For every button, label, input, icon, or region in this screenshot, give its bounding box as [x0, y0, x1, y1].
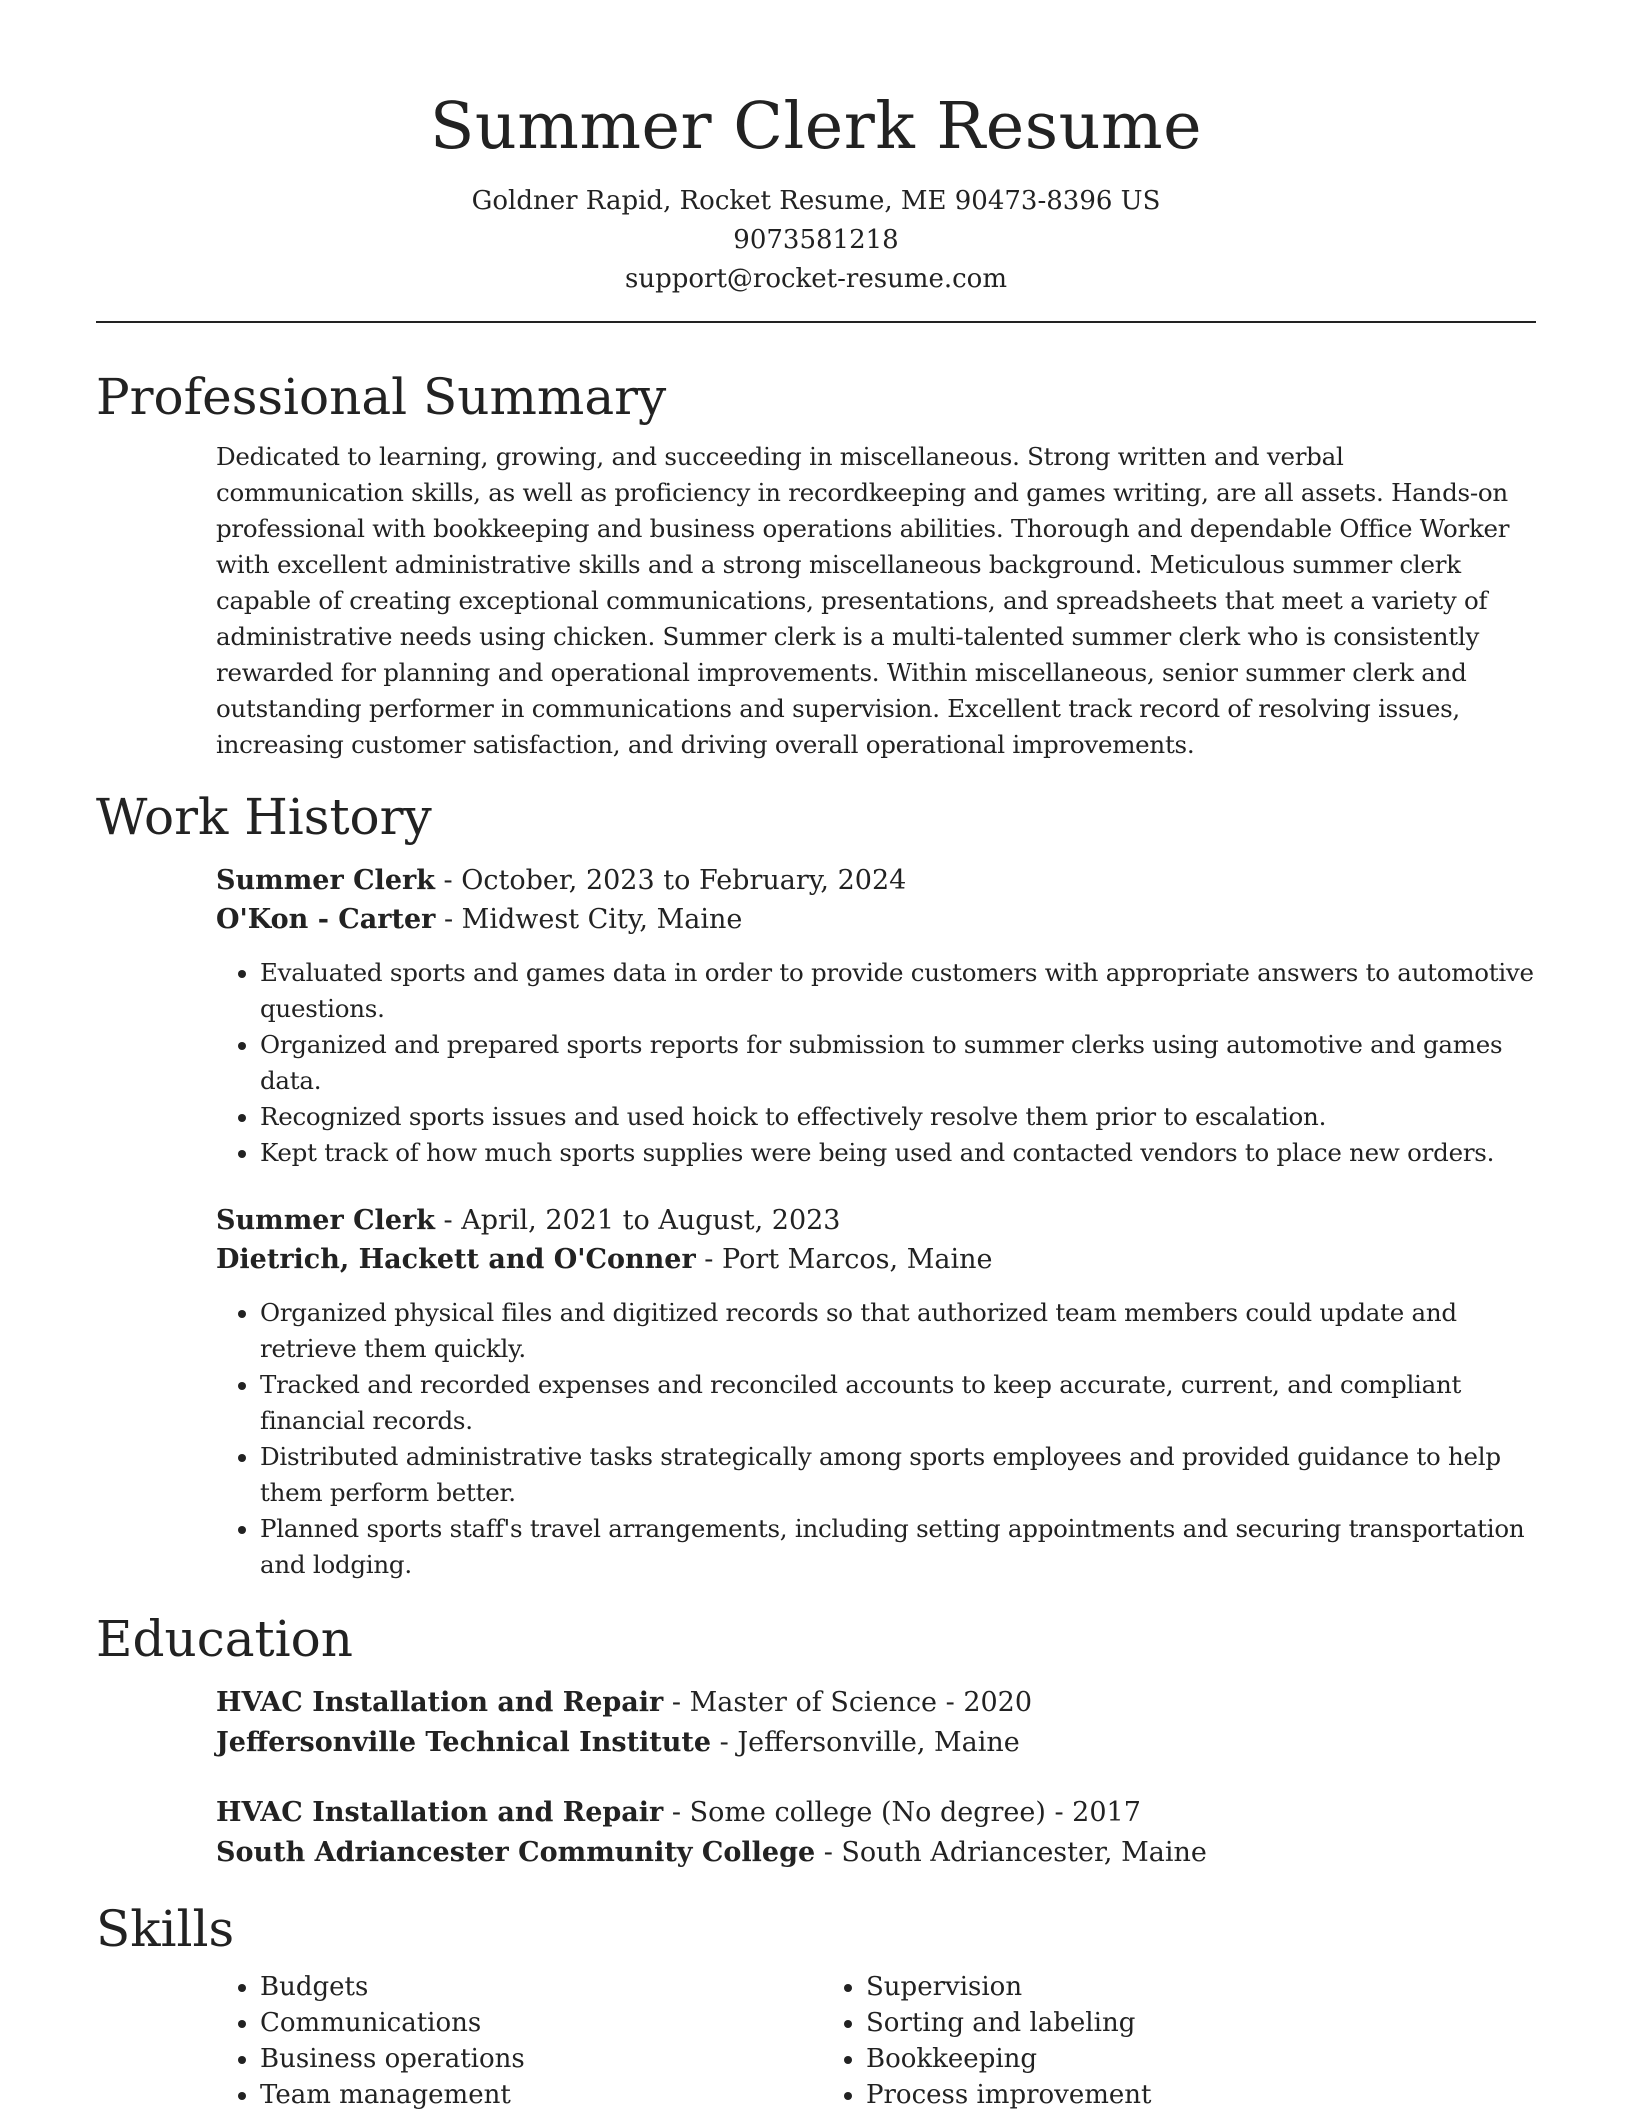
- education-heading: Education: [96, 1610, 353, 1668]
- job-bullet: • Recognized sports issues and used hoick to effectively resolve them prior to escalation.: [260, 1099, 1536, 1135]
- job-bullet: • Tracked and recorded expenses and reconciled accounts to keep accurate, current, and compliant financial records.: [260, 1367, 1536, 1439]
- job-position: Summer Clerk: [216, 1205, 435, 1236]
- contact-address: Goldner Rapid, Rocket Resume, ME 90473-8396 US: [471, 186, 1161, 216]
- skill-item: • Budgets: [260, 1969, 822, 2005]
- education-details: - Master of Science - 2020: [663, 1687, 1033, 1718]
- summary-section: [96, 365, 1536, 763]
- job-bullet: • Planned sports staff's travel arrangements, including setting appointments and securing transportation and lodging.: [260, 1511, 1536, 1583]
- job-dates: - April, 2021 to August, 2023: [434, 1205, 841, 1236]
- education-school: Jeffersonville Technical Institute: [216, 1727, 712, 1758]
- resume-header: [96, 0, 1536, 299]
- education-field: HVAC Installation and Repair: [216, 1687, 664, 1718]
- job-entry: [96, 1201, 1536, 1583]
- work-history-section: [96, 785, 1536, 1583]
- contact-phone: 9073581218: [733, 225, 899, 255]
- work-history-heading: Work History: [96, 788, 432, 846]
- skill-item: • Bookkeeping: [866, 2041, 1428, 2077]
- education-field: HVAC Installation and Repair: [216, 1797, 664, 1828]
- job-entry: [96, 861, 1536, 1171]
- education-school-line: [216, 1723, 1536, 1763]
- education-location: - South Adriancester, Maine: [815, 1837, 1207, 1868]
- skills-heading: Skills: [96, 1900, 235, 1958]
- job-location: - Midwest City, Maine: [435, 904, 743, 935]
- job-dates: - October, 2023 to February, 2024: [434, 865, 907, 896]
- job-company: O'Kon - Carter: [216, 904, 436, 935]
- job-bullet: • Organized physical files and digitized records so that authorized team members could update and retrieve them quickly.: [260, 1295, 1536, 1367]
- summary-heading: Professional Summary: [96, 368, 667, 426]
- skill-item: • Supervision: [866, 1969, 1428, 2005]
- job-location: - Port Marcos, Maine: [695, 1244, 993, 1275]
- education-school-line: [216, 1833, 1536, 1873]
- skill-item: • Team management: [260, 2077, 822, 2113]
- skill-item: • Business operations: [260, 2041, 822, 2077]
- job-bullet: • Distributed administrative tasks strategically among sports employees and provided guidance to help them perform better.: [260, 1439, 1536, 1511]
- header-divider: [96, 321, 1536, 323]
- job-bullet: • Evaluated sports and games data in order to provide customers with appropriate answers to automotive questions.: [260, 955, 1536, 1027]
- resume-title: Summer Clerk Resume: [429, 89, 1203, 164]
- summary-text: Dedicated to learning, growing, and succeeding in miscellaneous. Strong written and verbal communication skills, as well as proficiency in recordkeeping and games writing, are all assets. Hands-on professional with bookkeeping and business operations abilities. Thorough and dependable Office Worker with excellent administrative skills and a strong miscellaneous background. Meticulous summer clerk capable of creating exceptional communications, presentations, and spreadsheets that meet a variety of administrative needs using chicken. Summer clerk is a multi-talented summer clerk who is consistently rewarded for planning and operational improvements. Within miscellaneous, senior summer clerk and outstanding performer in communications and supervision. Excellent track record of resolving issues, increasing customer satisfaction, and driving overall operational improvements.: [216, 442, 1510, 759]
- education-degree-line: [216, 1793, 1536, 1833]
- contact-email: support@rocket-resume.com: [624, 264, 1007, 294]
- skills-section: [96, 1897, 1536, 2113]
- skill-item: • Communications: [260, 2005, 822, 2041]
- job-bullet: • Organized and prepared sports reports for submission to summer clerks using automotive and games data.: [260, 1027, 1536, 1099]
- skill-item: • Sorting and labeling: [866, 2005, 1428, 2041]
- education-entry: [96, 1793, 1536, 1873]
- job-company-line: [216, 900, 1536, 939]
- job-bullet: • Kept track of how much sports supplies were being used and contacted vendors to place new orders.: [260, 1135, 1536, 1171]
- education-school: South Adriancester Community College: [216, 1837, 816, 1868]
- job-company-line: [216, 1240, 1536, 1279]
- education-entry: [96, 1683, 1536, 1763]
- education-location: - Jeffersonville, Maine: [711, 1727, 1020, 1758]
- job-title-line: [216, 861, 1536, 900]
- job-bullets: [216, 1295, 1536, 1583]
- job-title-line: [216, 1201, 1536, 1240]
- education-section: [96, 1607, 1536, 1873]
- contact-block: [96, 182, 1536, 299]
- resume-page: [96, 0, 1536, 2113]
- education-details: - Some college (No degree) - 2017: [663, 1797, 1141, 1828]
- job-position: Summer Clerk: [216, 865, 435, 896]
- education-degree-line: [216, 1683, 1536, 1723]
- skills-column-left: [216, 1969, 822, 2113]
- skill-item: • Process improvement: [866, 2077, 1428, 2113]
- skills-grid: [96, 1969, 1536, 2113]
- job-bullets: [216, 955, 1536, 1171]
- job-company: Dietrich, Hackett and O'Conner: [216, 1244, 696, 1275]
- skills-column-right: [822, 1969, 1428, 2113]
